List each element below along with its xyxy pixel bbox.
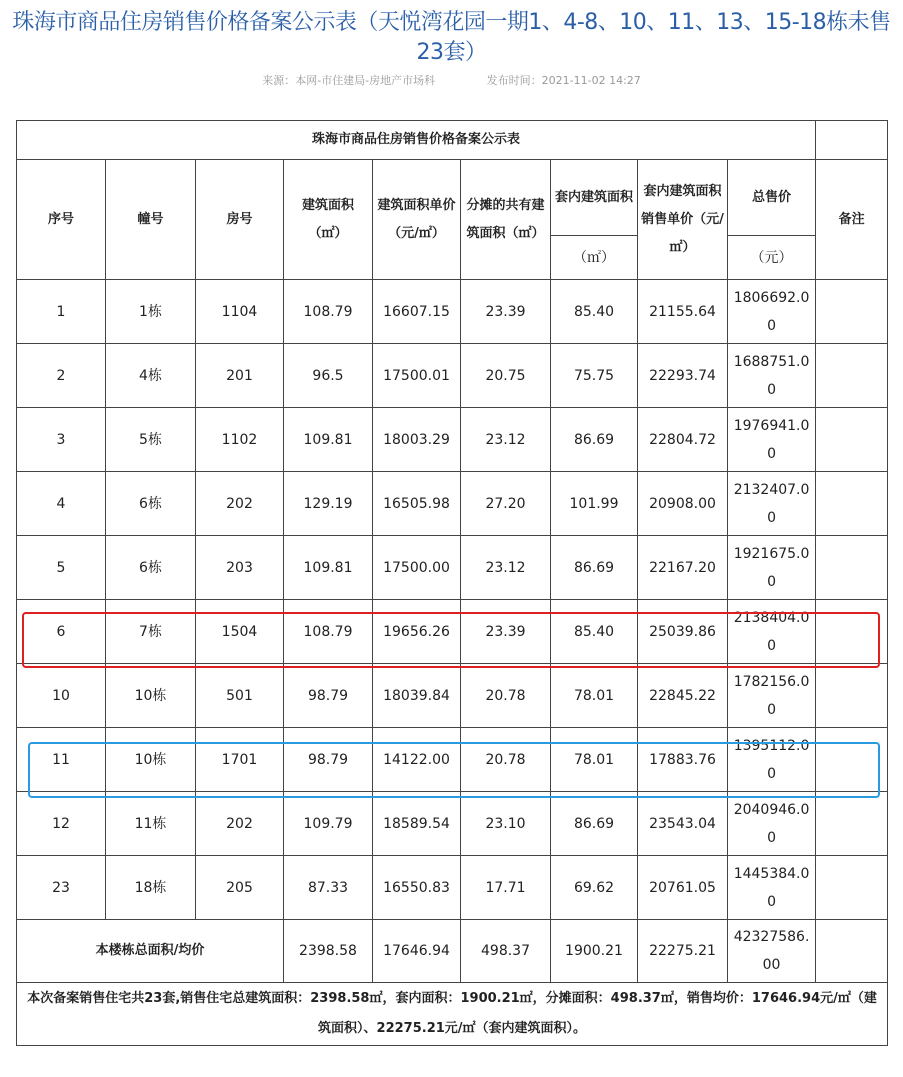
- cell-remark: [816, 600, 888, 664]
- cell-unit-price: 14122.00: [373, 728, 461, 792]
- cell-shared-area: 23.12: [461, 536, 551, 600]
- cell-room: 203: [196, 536, 284, 600]
- header-building: 幢号: [106, 160, 196, 280]
- cell-total-price: 1688751.00: [728, 344, 816, 408]
- table-row: [17, 856, 888, 920]
- article-title: 珠海市商品住房销售价格备案公示表（天悦湾花园一期1、4-8、10、11、13、15-18栋未售23套）: [12, 10, 891, 65]
- header-seq: 序号: [17, 160, 106, 280]
- table-row: [17, 344, 888, 408]
- cell-shared-area: 27.20: [461, 472, 551, 536]
- cell-room: 1701: [196, 728, 284, 792]
- header-total-price-unit: （元）: [728, 236, 816, 280]
- cell-seq: 12: [17, 792, 106, 856]
- summary-area: 2398.58: [284, 920, 373, 983]
- cell-area: 129.19: [284, 472, 373, 536]
- cell-room: 201: [196, 344, 284, 408]
- header-inner-area-unit: （㎡）: [551, 236, 638, 280]
- summary-total: 42327586.00: [728, 920, 816, 983]
- header-area: 建筑面积（㎡）: [284, 160, 373, 280]
- cell-shared-area: 20.75: [461, 344, 551, 408]
- cell-inner-area: 86.69: [551, 792, 638, 856]
- summary-label: 本楼栋总面积/均价: [17, 920, 284, 983]
- table-caption: 珠海市商品住房销售价格备案公示表: [17, 121, 816, 160]
- cell-shared-area: 20.78: [461, 728, 551, 792]
- cell-area: 109.79: [284, 792, 373, 856]
- cell-remark: [816, 280, 888, 344]
- cell-inner-area: 78.01: [551, 664, 638, 728]
- cell-inner-area: 101.99: [551, 472, 638, 536]
- header-unit-price: 建筑面积单价（元/㎡）: [373, 160, 461, 280]
- cell-inner-unit-price: 22167.20: [638, 536, 728, 600]
- cell-unit-price: 18039.84: [373, 664, 461, 728]
- cell-area: 108.79: [284, 600, 373, 664]
- cell-room: 1102: [196, 408, 284, 472]
- cell-building: 18栋: [106, 856, 196, 920]
- table-row: [17, 472, 888, 536]
- header-inner-unit-price: 套内建筑面积销售单价（元/㎡）: [638, 160, 728, 280]
- article-meta: [0, 72, 903, 88]
- cell-area: 98.79: [284, 728, 373, 792]
- table-row: [17, 536, 888, 600]
- cell-remark: [816, 472, 888, 536]
- cell-room: 205: [196, 856, 284, 920]
- header-shared-area: 分摊的共有建筑面积（㎡）: [461, 160, 551, 280]
- summary-unit-price: 17646.94: [373, 920, 461, 983]
- cell-shared-area: 20.78: [461, 664, 551, 728]
- cell-inner-area: 86.69: [551, 536, 638, 600]
- cell-area: 109.81: [284, 408, 373, 472]
- article-source: 来源：本网-市住建局-房地产市场科: [262, 74, 436, 87]
- cell-inner-unit-price: 21155.64: [638, 280, 728, 344]
- table-row: [17, 728, 888, 792]
- summary-row: [17, 920, 888, 983]
- cell-seq: 10: [17, 664, 106, 728]
- header-room: 房号: [196, 160, 284, 280]
- cell-inner-area: 86.69: [551, 408, 638, 472]
- cell-remark: [816, 408, 888, 472]
- cell-total-price: 2040946.00: [728, 792, 816, 856]
- cell-building: 1栋: [106, 280, 196, 344]
- cell-unit-price: 16607.15: [373, 280, 461, 344]
- cell-seq: 5: [17, 536, 106, 600]
- cell-inner-area: 85.40: [551, 600, 638, 664]
- cell-total-price: 1782156.00: [728, 664, 816, 728]
- cell-seq: 1: [17, 280, 106, 344]
- cell-unit-price: 16550.83: [373, 856, 461, 920]
- cell-remark: [816, 792, 888, 856]
- cell-room: 1104: [196, 280, 284, 344]
- cell-remark: [816, 536, 888, 600]
- cell-unit-price: 16505.98: [373, 472, 461, 536]
- cell-inner-unit-price: 25039.86: [638, 600, 728, 664]
- cell-remark: [816, 728, 888, 792]
- article-date: 发布时间：2021-11-02 14:27: [486, 74, 641, 87]
- header-total-price: 总售价: [728, 160, 816, 236]
- cell-room: 202: [196, 472, 284, 536]
- cell-total-price: 1395112.00: [728, 728, 816, 792]
- cell-inner-area: 69.62: [551, 856, 638, 920]
- header-inner-area: 套内建筑面积: [551, 160, 638, 236]
- cell-area: 109.81: [284, 536, 373, 600]
- cell-shared-area: 17.71: [461, 856, 551, 920]
- cell-room: 202: [196, 792, 284, 856]
- cell-seq: 2: [17, 344, 106, 408]
- table-row: [17, 408, 888, 472]
- cell-inner-unit-price: 22293.74: [638, 344, 728, 408]
- cell-area: 98.79: [284, 664, 373, 728]
- cell-remark: [816, 344, 888, 408]
- table-row: [17, 600, 888, 664]
- cell-total-price: 1445384.00: [728, 856, 816, 920]
- table-footnote: 本次备案销售住宅共23套,销售住宅总建筑面积：2398.58㎡，套内面积：1900.21㎡，分摊面积：498.37㎡，销售均价：17646.94元/㎡（建筑面积）、22275.21元/㎡（套内建筑面积）。: [17, 983, 888, 1046]
- cell-inner-unit-price: 22804.72: [638, 408, 728, 472]
- header-remark: 备注: [816, 160, 888, 280]
- cell-inner-area: 78.01: [551, 728, 638, 792]
- summary-remark: [816, 920, 888, 983]
- cell-total-price: 2138404.00: [728, 600, 816, 664]
- cell-unit-price: 19656.26: [373, 600, 461, 664]
- summary-shared: 498.37: [461, 920, 551, 983]
- cell-shared-area: 23.39: [461, 600, 551, 664]
- cell-unit-price: 17500.00: [373, 536, 461, 600]
- cell-area: 96.5: [284, 344, 373, 408]
- cell-unit-price: 17500.01: [373, 344, 461, 408]
- cell-inner-unit-price: 17883.76: [638, 728, 728, 792]
- cell-unit-price: 18003.29: [373, 408, 461, 472]
- cell-total-price: 1976941.00: [728, 408, 816, 472]
- cell-building: 5栋: [106, 408, 196, 472]
- cell-seq: 4: [17, 472, 106, 536]
- table-row: [17, 664, 888, 728]
- cell-shared-area: 23.12: [461, 408, 551, 472]
- cell-unit-price: 18589.54: [373, 792, 461, 856]
- cell-building: 6栋: [106, 536, 196, 600]
- cell-shared-area: 23.10: [461, 792, 551, 856]
- cell-seq: 23: [17, 856, 106, 920]
- cell-total-price: 1806692.00: [728, 280, 816, 344]
- cell-shared-area: 23.39: [461, 280, 551, 344]
- cell-remark: [816, 664, 888, 728]
- price-table: [16, 120, 888, 1046]
- cell-room: 1504: [196, 600, 284, 664]
- cell-inner-unit-price: 20761.05: [638, 856, 728, 920]
- cell-building: 10栋: [106, 664, 196, 728]
- cell-inner-area: 85.40: [551, 280, 638, 344]
- cell-area: 87.33: [284, 856, 373, 920]
- cell-building: 11栋: [106, 792, 196, 856]
- caption-empty-cell: [816, 121, 888, 160]
- cell-total-price: 2132407.00: [728, 472, 816, 536]
- cell-seq: 11: [17, 728, 106, 792]
- cell-building: 4栋: [106, 344, 196, 408]
- summary-inner-price: 22275.21: [638, 920, 728, 983]
- cell-seq: 6: [17, 600, 106, 664]
- cell-inner-unit-price: 23543.04: [638, 792, 728, 856]
- cell-area: 108.79: [284, 280, 373, 344]
- cell-remark: [816, 856, 888, 920]
- cell-building: 6栋: [106, 472, 196, 536]
- cell-seq: 3: [17, 408, 106, 472]
- cell-inner-unit-price: 22845.22: [638, 664, 728, 728]
- cell-total-price: 1921675.00: [728, 536, 816, 600]
- cell-inner-unit-price: 20908.00: [638, 472, 728, 536]
- cell-inner-area: 75.75: [551, 344, 638, 408]
- cell-room: 501: [196, 664, 284, 728]
- cell-building: 7栋: [106, 600, 196, 664]
- table-row: [17, 280, 888, 344]
- table-row: [17, 792, 888, 856]
- summary-inner: 1900.21: [551, 920, 638, 983]
- cell-building: 10栋: [106, 728, 196, 792]
